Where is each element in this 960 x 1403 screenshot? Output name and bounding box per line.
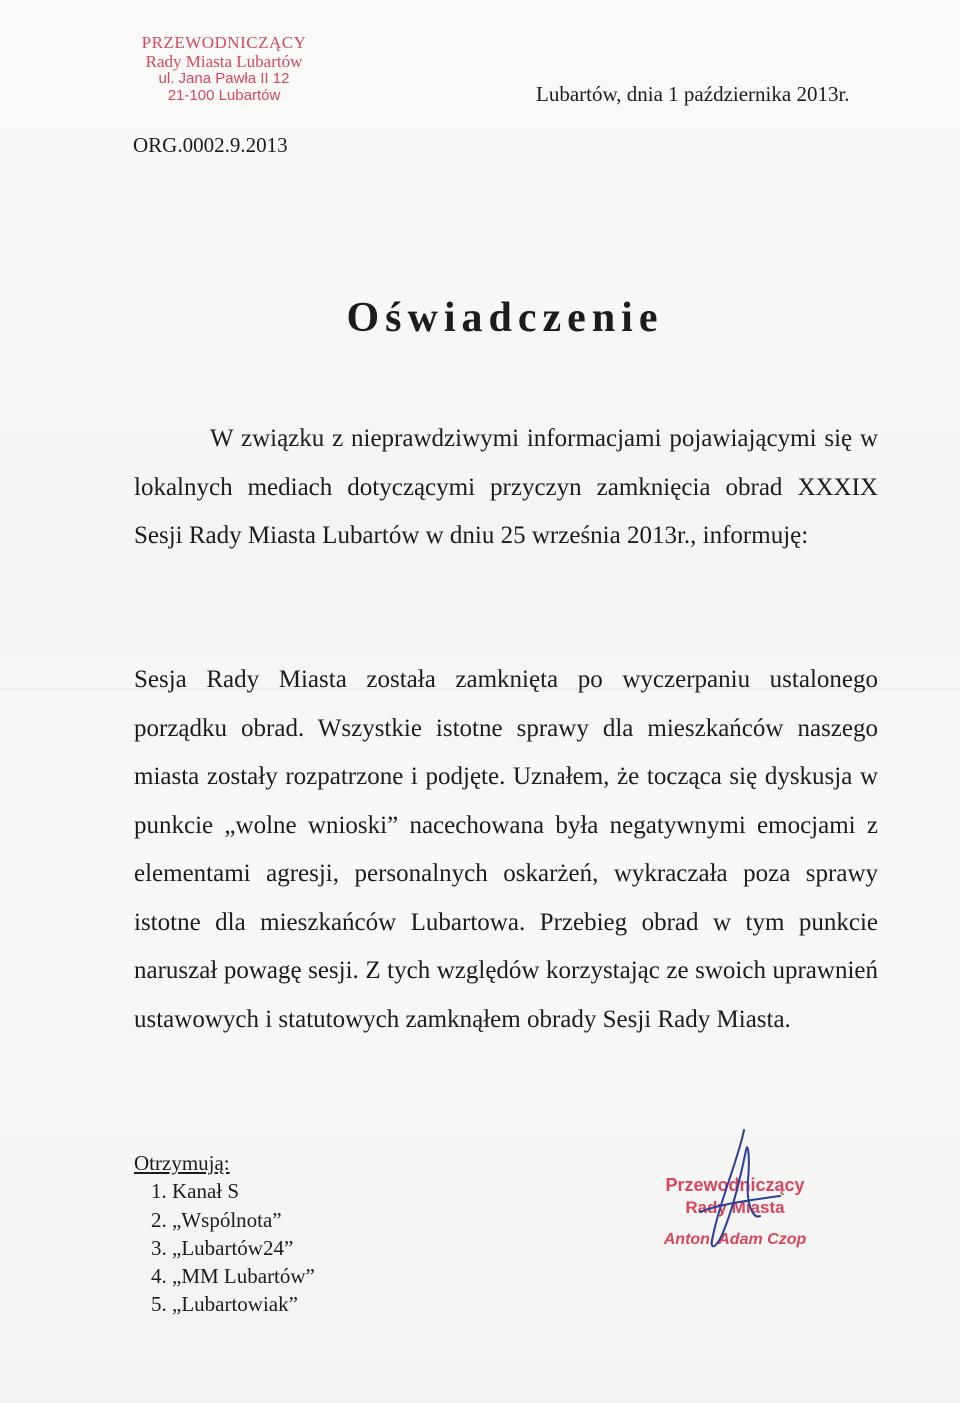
reference-number: ORG.0002.9.2013 <box>133 133 288 157</box>
recipient-item: 5. „Lubartowiak” <box>172 1290 315 1318</box>
handwritten-signature <box>660 1120 790 1270</box>
header-stamp <box>118 33 330 105</box>
letter-date: Lubartów, dnia 1 października 2013r. <box>536 82 850 106</box>
recipients-list <box>134 1149 315 1319</box>
recipients-heading: Otrzymują: <box>134 1151 230 1175</box>
recipient-item: 3. „Lubartów24” <box>172 1234 315 1262</box>
stamp-line-city: 21-100 Lubartów <box>167 86 281 104</box>
stamp-line-title: PRZEWODNICZĄCY <box>141 33 307 52</box>
signature-stamp-title: Przewodniczący <box>665 1175 805 1195</box>
stamp-line-council: Rady Miasta Lubartów <box>145 52 303 72</box>
stamp-line-street: ul. Jana Pawła II 12 <box>158 70 290 88</box>
signature-stamp-name: Antoni Adam Czop <box>663 1230 807 1248</box>
signature-stamp-council: Rady Miasta <box>685 1197 785 1217</box>
recipient-item: 2. „Wspólnota” <box>172 1206 315 1234</box>
recipient-item: 1. Kanał S <box>172 1177 315 1205</box>
recipient-item: 4. „MM Lubartów” <box>172 1262 315 1290</box>
paragraph-main: Sesja Rady Miasta została zamknięta po wyczerpaniu ustalonego porządku obrad. Wszystkie istotne sprawy dla mieszkańców naszego miasta zostały rozpatrzone i podjęte. Uznałem, że tocząca się dyskusja w punkcie „wolne wnioski” nacechowana była negatywnymi emocjami z elementami agresji, personalnych oskarżeń, wykraczała poza sprawy istotne dla mieszkańców Lubartowa. Przebieg obrad w tym punkcie naruszał powagę sesji. Z tych względów korzystając ze swoich uprawnień ustawowych i statutowych zamknąłem obrady Sesji Rady Miasta. <box>134 666 878 1033</box>
document-title: Oświadczenie <box>346 295 664 341</box>
paragraph-intro: W związku z nieprawdziwymi informacjami pojawiającymi się w lokalnych mediach dotyczącymi przyczyn zamknięcia obrad XXXIX Sesji Rady Miasta Lubartów w dniu 25 września 2013r., informuję: <box>134 425 878 549</box>
